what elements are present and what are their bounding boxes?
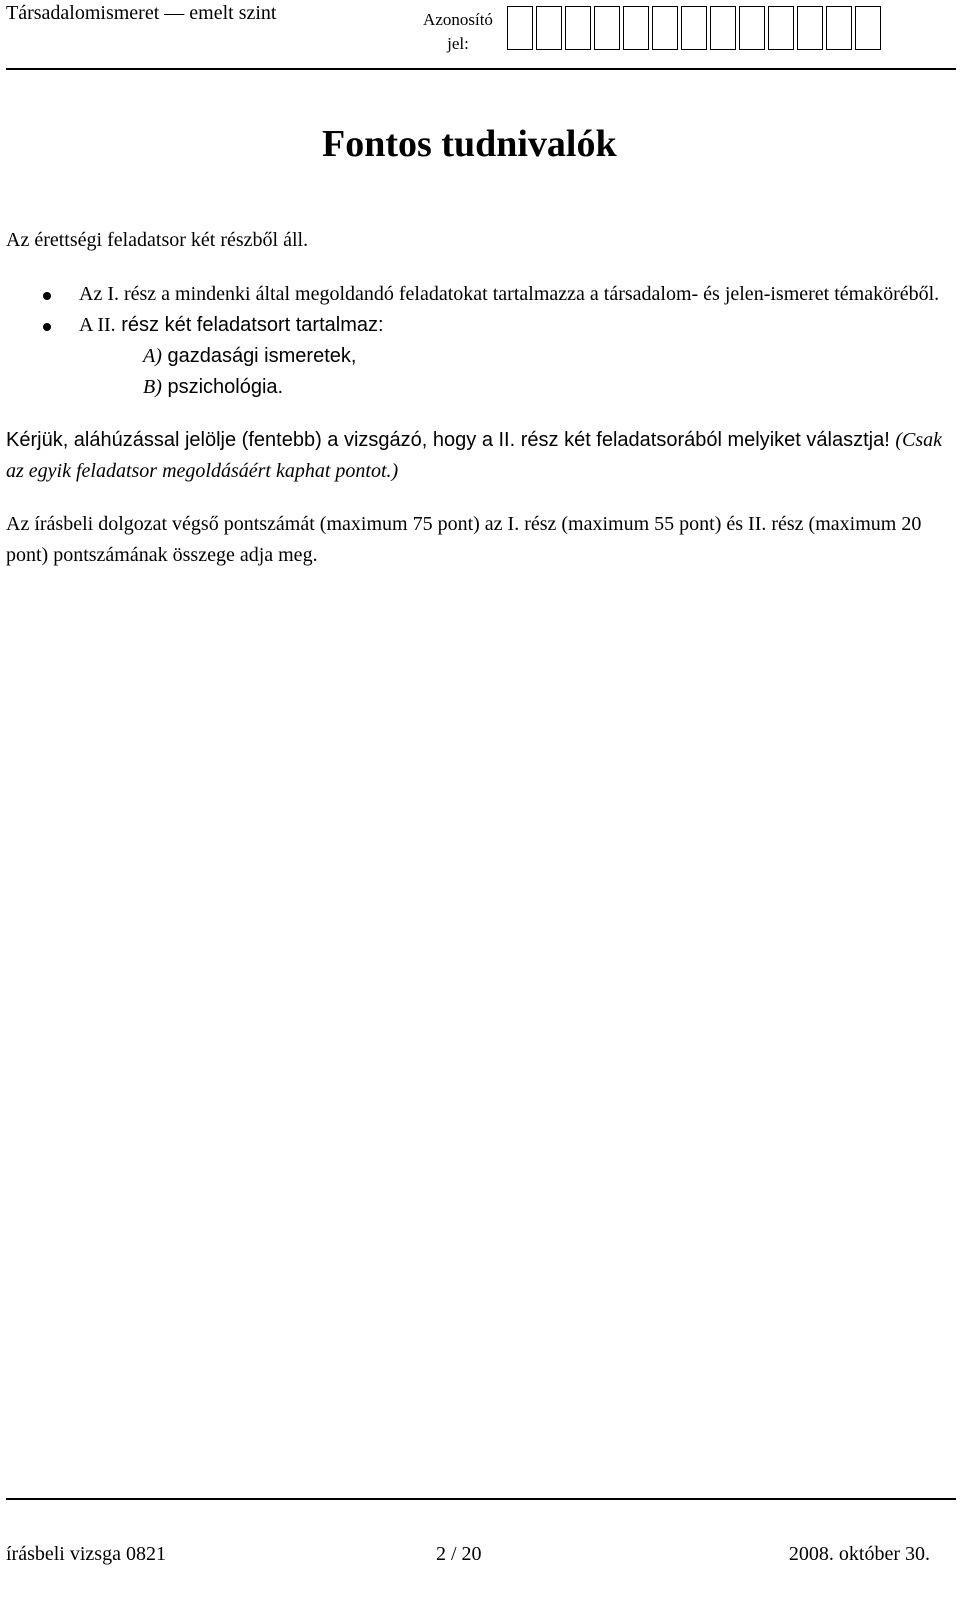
- intro-text: Az érettségi feladatsor két részből áll.: [6, 229, 309, 251]
- score-text: Az írásbeli dolgozat végső pontszámát (maximum 75 pont) az I. rész (maximum 55 pont) és II. rész (maximum 20 pont) pontszámának összege adja meg.: [6, 513, 922, 566]
- bullet-text-prefix: A II.: [79, 314, 116, 336]
- instruction-note: [6, 425, 958, 487]
- option-b-letter: B): [143, 376, 162, 398]
- id-box[interactable]: [739, 6, 765, 50]
- list-item: [6, 310, 958, 403]
- id-label: Azonosító jel:: [423, 10, 493, 53]
- footer-date: 2008. október 30.: [788, 1543, 930, 1565]
- footer-divider: [6, 1498, 956, 1500]
- id-box[interactable]: [710, 6, 736, 50]
- bullet-list: [6, 279, 958, 403]
- content: [6, 225, 958, 571]
- id-box[interactable]: [826, 6, 852, 50]
- option-b[interactable]: [79, 372, 958, 403]
- bullet-icon: [43, 323, 51, 331]
- id-box[interactable]: [652, 6, 678, 50]
- header-title: Társadalomismeret — emelt szint: [6, 2, 277, 24]
- id-box[interactable]: [797, 6, 823, 50]
- id-box[interactable]: [507, 6, 533, 50]
- list-item: [6, 279, 958, 310]
- id-box[interactable]: [565, 6, 591, 50]
- id-boxes: [507, 6, 884, 50]
- id-box[interactable]: [594, 6, 620, 50]
- bullet-icon: [43, 292, 51, 300]
- option-a-text: gazdasági ismeretek,: [161, 345, 357, 367]
- option-a-letter: A): [143, 345, 162, 367]
- bullet-text: Az I. rész a mindenki által megoldandó feladatokat tartalmazza a társadalom- és jelen-ismeret témaköréből.: [79, 283, 940, 305]
- id-box[interactable]: [623, 6, 649, 50]
- footer-exam-code: írásbeli vizsga 0821: [6, 1543, 166, 1565]
- option-a[interactable]: [79, 341, 958, 372]
- note-text: Kérjük, aláhúzással jelölje (fentebb) a vizsgázó, hogy a II. rész két feladatsorából melyiket választja!: [6, 429, 896, 451]
- page-header: [6, 0, 956, 70]
- note-italic: (Csak az egyik feladatsor megoldásáért kaphat pontot.): [6, 429, 943, 482]
- id-box[interactable]: [536, 6, 562, 50]
- page-title: Fontos tudnivalók: [322, 123, 617, 165]
- option-b-text: pszichológia.: [161, 376, 284, 398]
- footer-page-number: 2 / 20: [436, 1543, 482, 1565]
- bullet-text: rész két feladatsort tartalmaz:: [115, 314, 384, 336]
- id-box[interactable]: [768, 6, 794, 50]
- id-box[interactable]: [681, 6, 707, 50]
- id-box[interactable]: [855, 6, 881, 50]
